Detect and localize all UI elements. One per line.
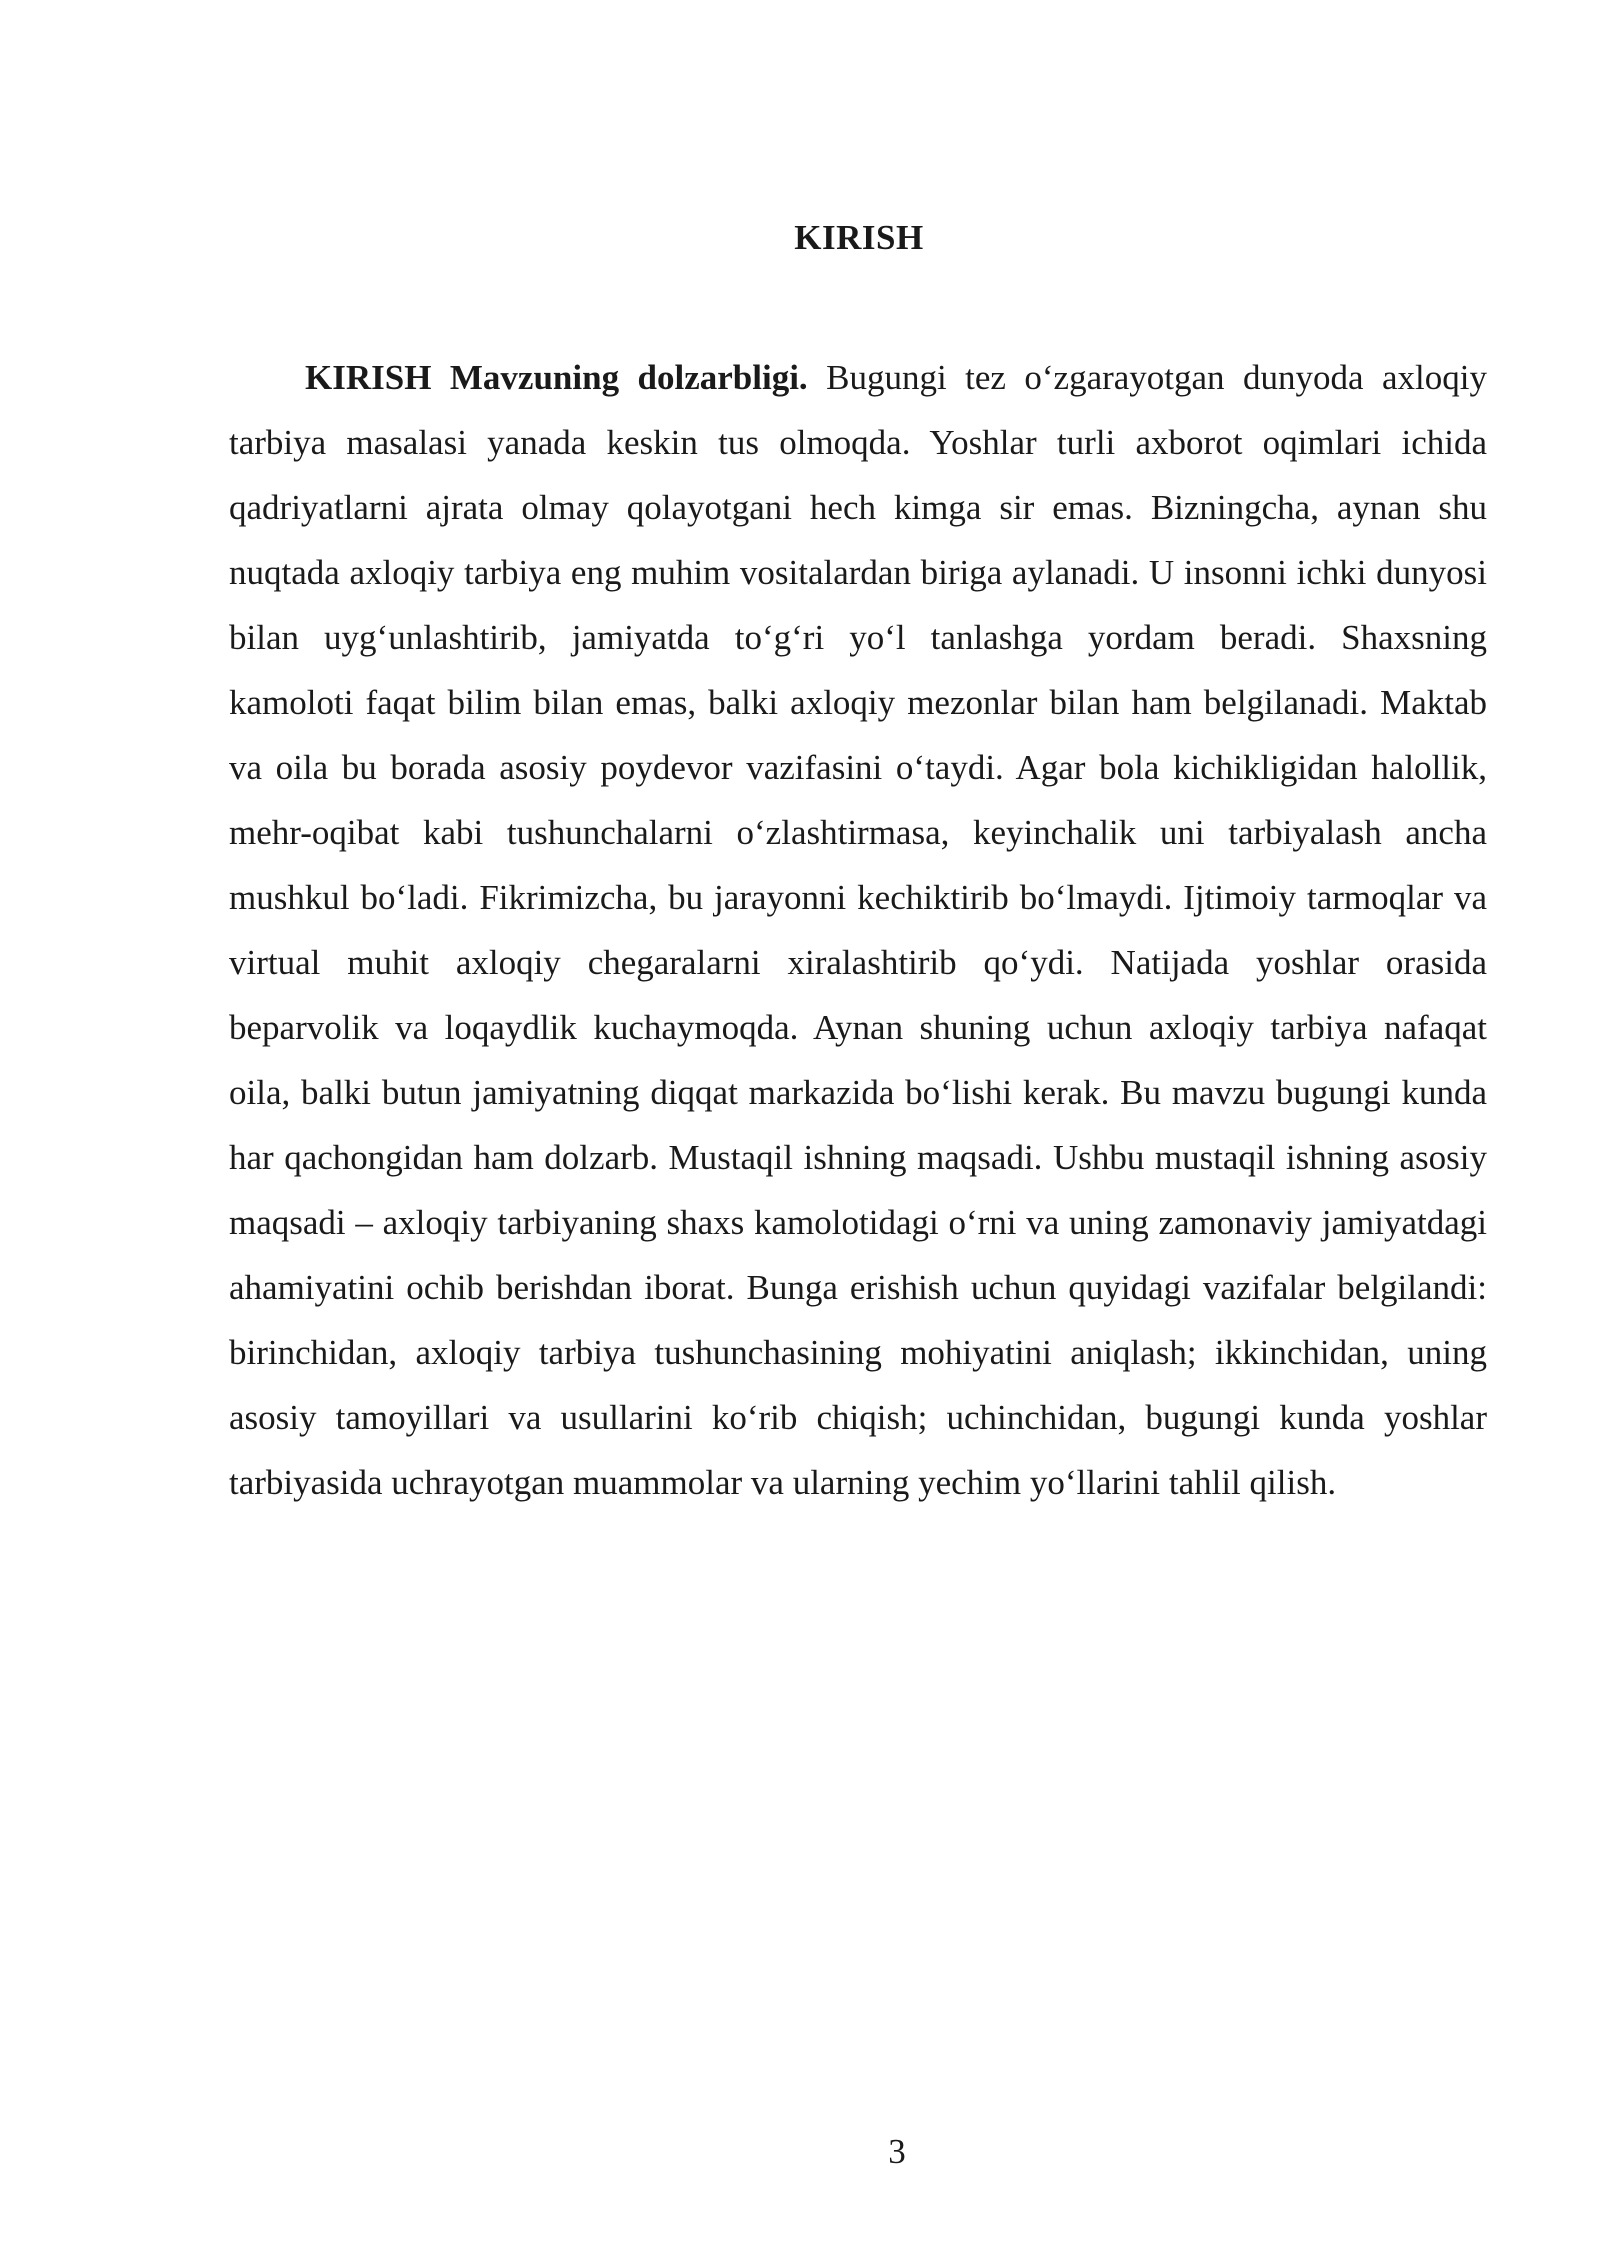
body-paragraph xyxy=(229,345,1487,1515)
paragraph-lead: KIRISH Mavzuning dolzarbligi. xyxy=(305,358,808,397)
page-number: 3 xyxy=(888,2132,906,2171)
section-heading: KIRISH xyxy=(794,218,924,257)
paragraph-text: Bugungi tez o‘zgarayotgan dunyoda axloqiy tarbiya masalasi yanada keskin tus olmoqda. Yoshlar turli axborot oqimlari ichida qadriyatlarni ajrata olmay qolayotgani hech kimga sir emas. Bizningcha, aynan shu nuqtada axloqiy tarbiya eng muhim vositalardan biriga aylanadi. U insonni ichki dunyosi bilan uyg‘unlashtirib, jamiyatda to‘g‘ri yo‘l tanlashga yordam beradi. Shaxsning kamoloti faqat bilim bilan emas, balki axloqiy mezonlar bilan ham belgilanadi. Maktab va oila bu borada asosiy poydevor vazifasini o‘taydi. Agar bola kichikligidan halollik, mehr-oqibat kabi tushunchalarni o‘zlashtirmasa, keyinchalik uni tarbiyalash ancha mushkul bo‘ladi. Fikrimizcha, bu jarayonni kechiktirib bo‘lmaydi. Ijtimoiy tarmoqlar va virtual muhit axloqiy chegaralarni xiralashtirib qo‘ydi. Natijada yoshlar orasida beparvolik va loqaydlik kuchaymoqda. Aynan shuning uchun axloqiy tarbiya nafaqat oila, balki butun jamiyatning diqqat markazida bo‘lishi kerak. Bu mavzu bugungi kunda har qachongidan ham dolzarb. Mustaqil ishning maqsadi. Ushbu mustaqil ishning asosiy maqsadi – axloqiy tarbiyaning shaxs kamolotidagi o‘rni va uning zamonaviy jamiyatdagi ahamiyatini ochib berishdan iborat. Bunga erishish uchun quyidagi vazifalar belgilandi: birinchidan, axloqiy tarbiya tushunchasining mohiyatini aniqlash; ikkinchidan, uning asosiy tamoyillari va usullarini ko‘rib chiqish; uchinchidan, bugungi kunda yoshlar tarbiyasida uchrayotgan muammolar va ularning yechim yo‘llarini tahlil qilish. xyxy=(229,358,1487,1502)
